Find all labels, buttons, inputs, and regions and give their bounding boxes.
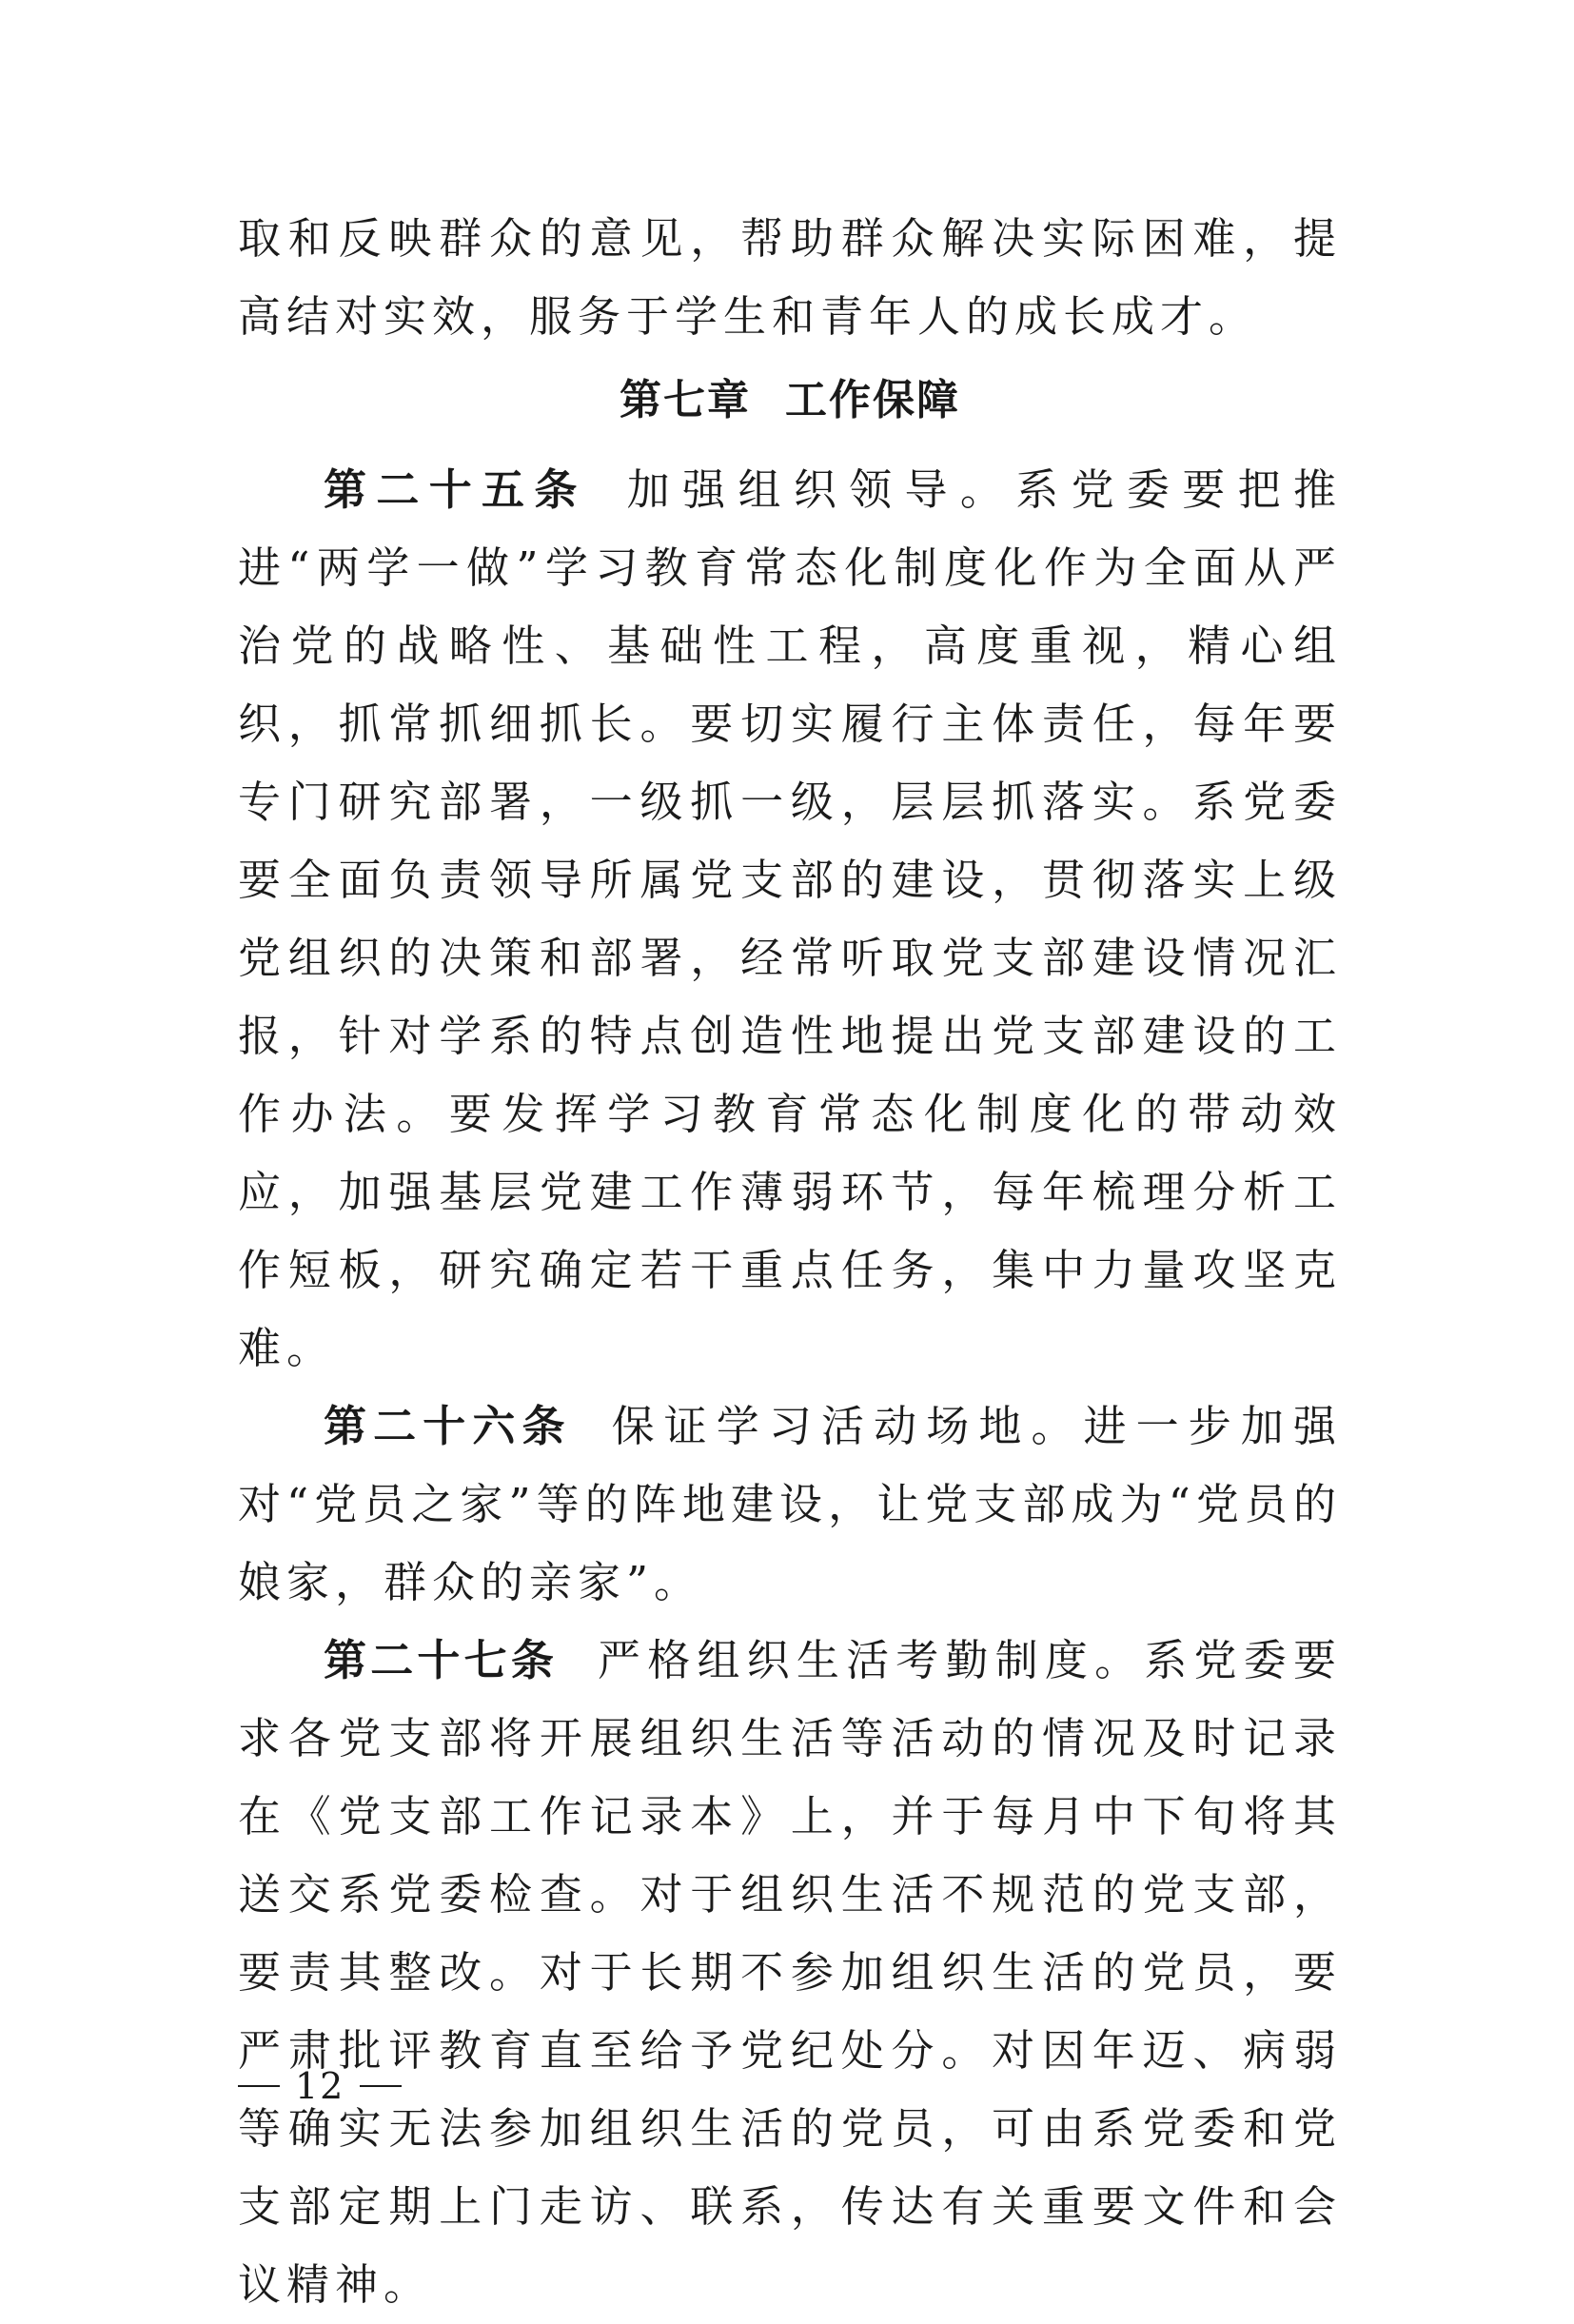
page-number: 12	[295, 2065, 345, 2107]
article-title: 第二十五条	[324, 464, 587, 515]
page-footer	[238, 2065, 402, 2107]
article-27	[238, 1622, 1342, 2324]
document-body	[238, 200, 1342, 2324]
chapter-title: 工作保障	[785, 376, 960, 424]
article-text: 加强组织领导。系党委要把推进“两学一做”学习教育常态化制度化作为全面从严治党的战略性、基础性工程，高度重视，精心组织，抓常抓细抓长。要切实履行主体责任，每年要专门研究部署，一级抓一级，层层抓落实。系党委要全面负责领导所属党支部的建设，贯彻落实上级党组织的决策和部署，经常听取党支部建设情况汇报，针对学系的特点创造性地提出党支部建设的工作办法。要发挥学习教育常态化制度化的带动效应，加强基层党建工作薄弱环节，每年梳理分析工作短板，研究确定若干重点任务，集中力量攻坚克难。	[238, 464, 1342, 1373]
dash-left	[238, 2085, 280, 2087]
article-25	[238, 451, 1342, 1388]
article-text: 保证学习活动场地。进一步加强对“党员之家”等的阵地建设，让党支部成为“党员的娘家，群众的亲家”。	[238, 1401, 1342, 1607]
dash-right	[360, 2085, 402, 2087]
article-title: 第二十七条	[324, 1635, 559, 1685]
intro-paragraph: 取和反映群众的意见，帮助群众解决实际困难，提高结对实效，服务于学生和青年人的成长成才。	[238, 213, 1342, 342]
article-title: 第二十六条	[324, 1401, 572, 1451]
article-26	[238, 1388, 1342, 1622]
article-text: 严格组织生活考勤制度。系党委要求各党支部将开展组织生活等活动的情况及时记录在《党支部工作记录本》上，并于每月中下旬将其送交系党委检查。对于组织生活不规范的党支部，要责其整改。对于长期不参加组织生活的党员，要严肃批评教育直至给予党纪处分。对因年迈、病弱等确实无法参加组织生活的党员，可由系党委和党支部定期上门走访、联系，传达有关重要文件和会议精神。	[238, 1635, 1342, 2310]
chapter-number: 第七章	[620, 376, 751, 424]
chapter-heading	[238, 362, 1342, 440]
